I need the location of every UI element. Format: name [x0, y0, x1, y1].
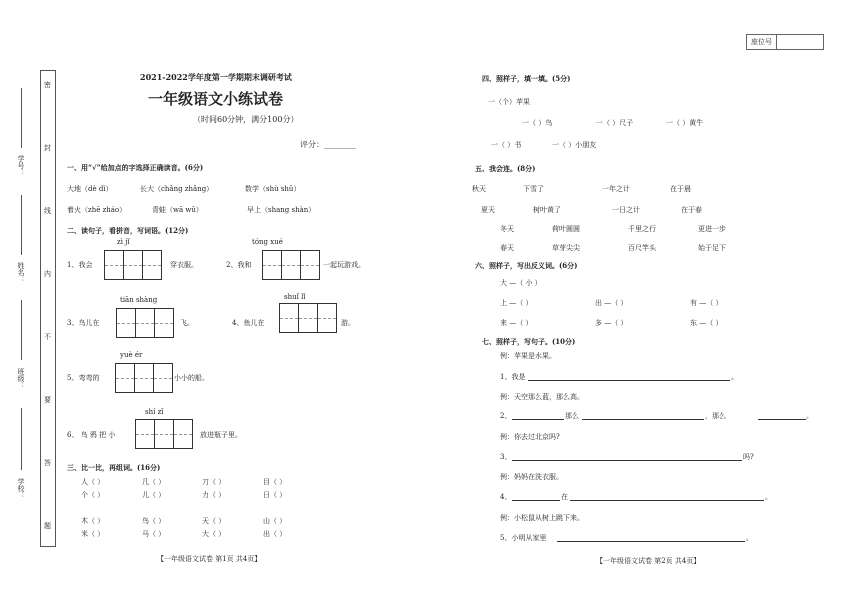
- page-footer: 【一年级语文试卷 第1页 共4页】: [157, 555, 262, 563]
- q2-sentence-end: 小小的船。: [174, 374, 209, 382]
- binding-char: 内: [44, 270, 51, 278]
- pinyin-hint: zì jǐ: [117, 238, 130, 246]
- q1-item[interactable]: 早上（shang shàn）: [247, 206, 316, 214]
- binding-char: 题: [44, 522, 51, 530]
- q3-item[interactable]: 儿（ ）: [142, 491, 166, 499]
- answer-line[interactable]: [528, 380, 730, 381]
- q1-item[interactable]: 长大（chǎng zhǎng）: [140, 185, 214, 193]
- seat-number-box[interactable]: [746, 34, 824, 50]
- q7-sentence-start: 5、小明从家里: [500, 534, 547, 542]
- q2-sentence-end: 游。: [341, 319, 355, 327]
- q4-item[interactable]: 一（ ）尺子: [596, 119, 634, 127]
- q3-item[interactable]: 米（ ）: [81, 530, 105, 538]
- q2-sentence-start: 3、鸟儿在: [67, 319, 100, 327]
- q7-sentence-end: 。: [806, 412, 813, 420]
- writing-grid[interactable]: [104, 250, 162, 280]
- writing-grid[interactable]: [115, 363, 173, 393]
- answer-line[interactable]: [512, 419, 564, 420]
- q3-item[interactable]: 目（ ）: [263, 478, 287, 486]
- q4-item[interactable]: 一（ ）书: [491, 141, 522, 149]
- q1-item[interactable]: 大地（dè dì）: [67, 185, 113, 193]
- answer-line[interactable]: [557, 541, 745, 542]
- q7-title: 七、照样子，写句子。(10分): [482, 337, 576, 346]
- q6-title: 六、照样子，写出反义词。(6分): [475, 261, 578, 270]
- q2-sentence-start: 5、弯弯的: [67, 374, 100, 382]
- answer-line[interactable]: [512, 460, 742, 461]
- q1-item[interactable]: 着火（zhē zháo）: [67, 206, 127, 214]
- match-item[interactable]: 春天: [500, 244, 514, 252]
- q7-sentence-start: 3、: [500, 453, 512, 461]
- q7-sentence-mid: ，那么: [705, 412, 726, 420]
- match-item[interactable]: 秋天: [472, 185, 486, 193]
- answer-line[interactable]: [758, 419, 806, 420]
- q3-item[interactable]: 个（ ）: [81, 491, 105, 499]
- q3-title: 三、比一比，再组词。(16分): [67, 463, 161, 472]
- seat-number-label: 座位号: [747, 35, 777, 49]
- q3-item[interactable]: 大（ ）: [202, 530, 226, 538]
- q4-item[interactable]: 一（ ）鸟: [522, 119, 553, 127]
- pinyin-hint: tiān shàng: [120, 296, 158, 304]
- q3-item[interactable]: 人（ ）: [81, 478, 105, 486]
- q7-sentence-start: 4、: [500, 493, 512, 501]
- q7-example: 例：天空那么蓝，那么高。: [500, 393, 584, 401]
- q3-item[interactable]: 刀（ ）: [202, 478, 226, 486]
- score-field[interactable]: 评分：________: [300, 140, 356, 149]
- antonym-item[interactable]: 东 —（ ）: [690, 319, 723, 327]
- paper-title: 一年级语文小练试卷: [148, 90, 284, 108]
- pinyin-hint: shuǐ lǐ: [284, 293, 306, 301]
- q4-example: 一（个）苹果: [488, 98, 530, 106]
- q1-item[interactable]: 数学（shù shǔ）: [245, 185, 301, 193]
- q3-item[interactable]: 山（ ）: [263, 517, 287, 525]
- match-item[interactable]: 下雪了: [523, 185, 544, 193]
- q2-sentence-start: 6、 鸟 鸦 把 小: [67, 431, 116, 439]
- binding-margin: [40, 70, 56, 547]
- binding-char: 答: [44, 459, 51, 467]
- antonym-item[interactable]: 上 —（ ）: [500, 299, 533, 307]
- pinyin-hint: shí zǐ: [145, 408, 164, 416]
- match-item[interactable]: 在于晨: [670, 185, 691, 193]
- q1-item[interactable]: 青蛙（wā wǔ）: [152, 206, 203, 214]
- antonym-item[interactable]: 来 —（ ）: [500, 319, 533, 327]
- match-item[interactable]: 冬天: [500, 225, 514, 233]
- q7-sentence-end: 。: [746, 534, 753, 542]
- q7-example: 例：苹果是水果。: [500, 352, 556, 360]
- student-name-label: 姓名：: [17, 262, 25, 283]
- q2-sentence-end: 穿衣服。: [170, 261, 198, 269]
- q2-sentence-start: 1、我会: [67, 261, 93, 269]
- student-name-field[interactable]: [21, 195, 22, 255]
- binding-char: 不: [44, 333, 51, 341]
- q3-item[interactable]: 力（ ）: [202, 491, 226, 499]
- match-item[interactable]: 百尺竿头: [628, 244, 656, 252]
- q7-sentence-end: 。: [765, 493, 772, 501]
- time-score-note: （时间60分钟，满分100分）: [193, 115, 299, 124]
- class-field[interactable]: [21, 300, 22, 360]
- school-label: 学校：: [17, 478, 25, 499]
- q3-item[interactable]: 马（ ）: [142, 530, 166, 538]
- match-item[interactable]: 始于足下: [698, 244, 726, 252]
- answer-line[interactable]: [570, 500, 764, 501]
- writing-grid[interactable]: [279, 303, 337, 333]
- antonym-item[interactable]: 出 —（ ）: [595, 299, 628, 307]
- antonym-item[interactable]: 多 —（ ）: [595, 319, 628, 327]
- q4-item[interactable]: 一（ ）黄牛: [666, 119, 704, 127]
- match-item[interactable]: 在于春: [681, 206, 702, 214]
- q2-sentence-end: 飞。: [180, 319, 194, 327]
- binding-char: 要: [44, 396, 51, 404]
- q7-example: 例：妈妈在洗衣服。: [500, 473, 563, 481]
- q7-sentence-start: 1、我是: [500, 373, 526, 381]
- q3-item[interactable]: 木（ ）: [81, 517, 105, 525]
- school-field[interactable]: [21, 408, 22, 470]
- q7-sentence-start: 2、: [500, 412, 512, 420]
- exam-title: 2021-2022学年度第一学期期末调研考试: [140, 72, 292, 82]
- binding-char: 密: [44, 81, 51, 89]
- q3-item[interactable]: 鸟（ ）: [142, 517, 166, 525]
- match-item[interactable]: 草芽尖尖: [552, 244, 580, 252]
- q7-sentence-mid: 在: [561, 493, 568, 501]
- q7-sentence-end: 吗?: [743, 453, 754, 461]
- q3-item[interactable]: 出（ ）: [263, 530, 287, 538]
- match-item[interactable]: 树叶黄了: [533, 206, 561, 214]
- antonym-item[interactable]: 有 —（ ）: [690, 299, 723, 307]
- q3-item[interactable]: 几（ ）: [142, 478, 166, 486]
- q7-example: 例：你去过北京吗?: [500, 433, 560, 441]
- q5-title: 五、我会连。(8分): [475, 164, 536, 173]
- writing-grid[interactable]: [135, 419, 193, 449]
- student-id-label: 学号：: [17, 155, 25, 176]
- q2-sentence-end: 一起玩游戏。: [323, 261, 365, 269]
- binding-char: 封: [44, 144, 51, 152]
- match-item[interactable]: 一年之计: [602, 185, 630, 193]
- student-id-field[interactable]: [21, 88, 22, 148]
- match-item[interactable]: 一日之计: [612, 206, 640, 214]
- q2-sentence-start: 4、鱼儿在: [232, 319, 265, 327]
- q4-item[interactable]: 一（ ）小朋友: [552, 141, 597, 149]
- match-item[interactable]: 夏天: [481, 206, 495, 214]
- q7-sentence-end: 。: [731, 373, 738, 381]
- q7-example: 例：小松鼠从树上跳下来。: [500, 514, 584, 522]
- binding-char: 线: [44, 207, 51, 215]
- writing-grid[interactable]: [116, 308, 174, 338]
- pinyin-hint: tóng xué: [252, 238, 283, 246]
- match-item[interactable]: 千里之行: [628, 225, 656, 233]
- q1-title: 一、用“√”给加点的字选择正确读音。(6分): [67, 163, 204, 172]
- q3-item[interactable]: 天（ ）: [202, 517, 226, 525]
- match-item[interactable]: 荷叶圆圆: [552, 225, 580, 233]
- q2-sentence-start: 2、我和: [226, 261, 252, 269]
- answer-line[interactable]: [582, 419, 704, 420]
- q6-example: 大 —（ 小 ）: [500, 279, 542, 287]
- q2-title: 二、读句子，看拼音，写词语。(12分): [67, 226, 189, 235]
- match-item[interactable]: 更进一步: [698, 225, 726, 233]
- pinyin-hint: yuè ér: [120, 351, 143, 359]
- answer-line[interactable]: [512, 500, 560, 501]
- q2-sentence-end: 放进瓶子里。: [200, 431, 242, 439]
- q4-title: 四、照样子，填一填。(5分): [482, 74, 571, 83]
- q3-item[interactable]: 日（ ）: [263, 491, 287, 499]
- class-label: 班级：: [17, 368, 25, 389]
- writing-grid[interactable]: [262, 250, 320, 280]
- q7-sentence-mid: 那么: [565, 412, 579, 420]
- page-footer: 【一年级语文试卷 第2页 共4页】: [596, 557, 701, 565]
